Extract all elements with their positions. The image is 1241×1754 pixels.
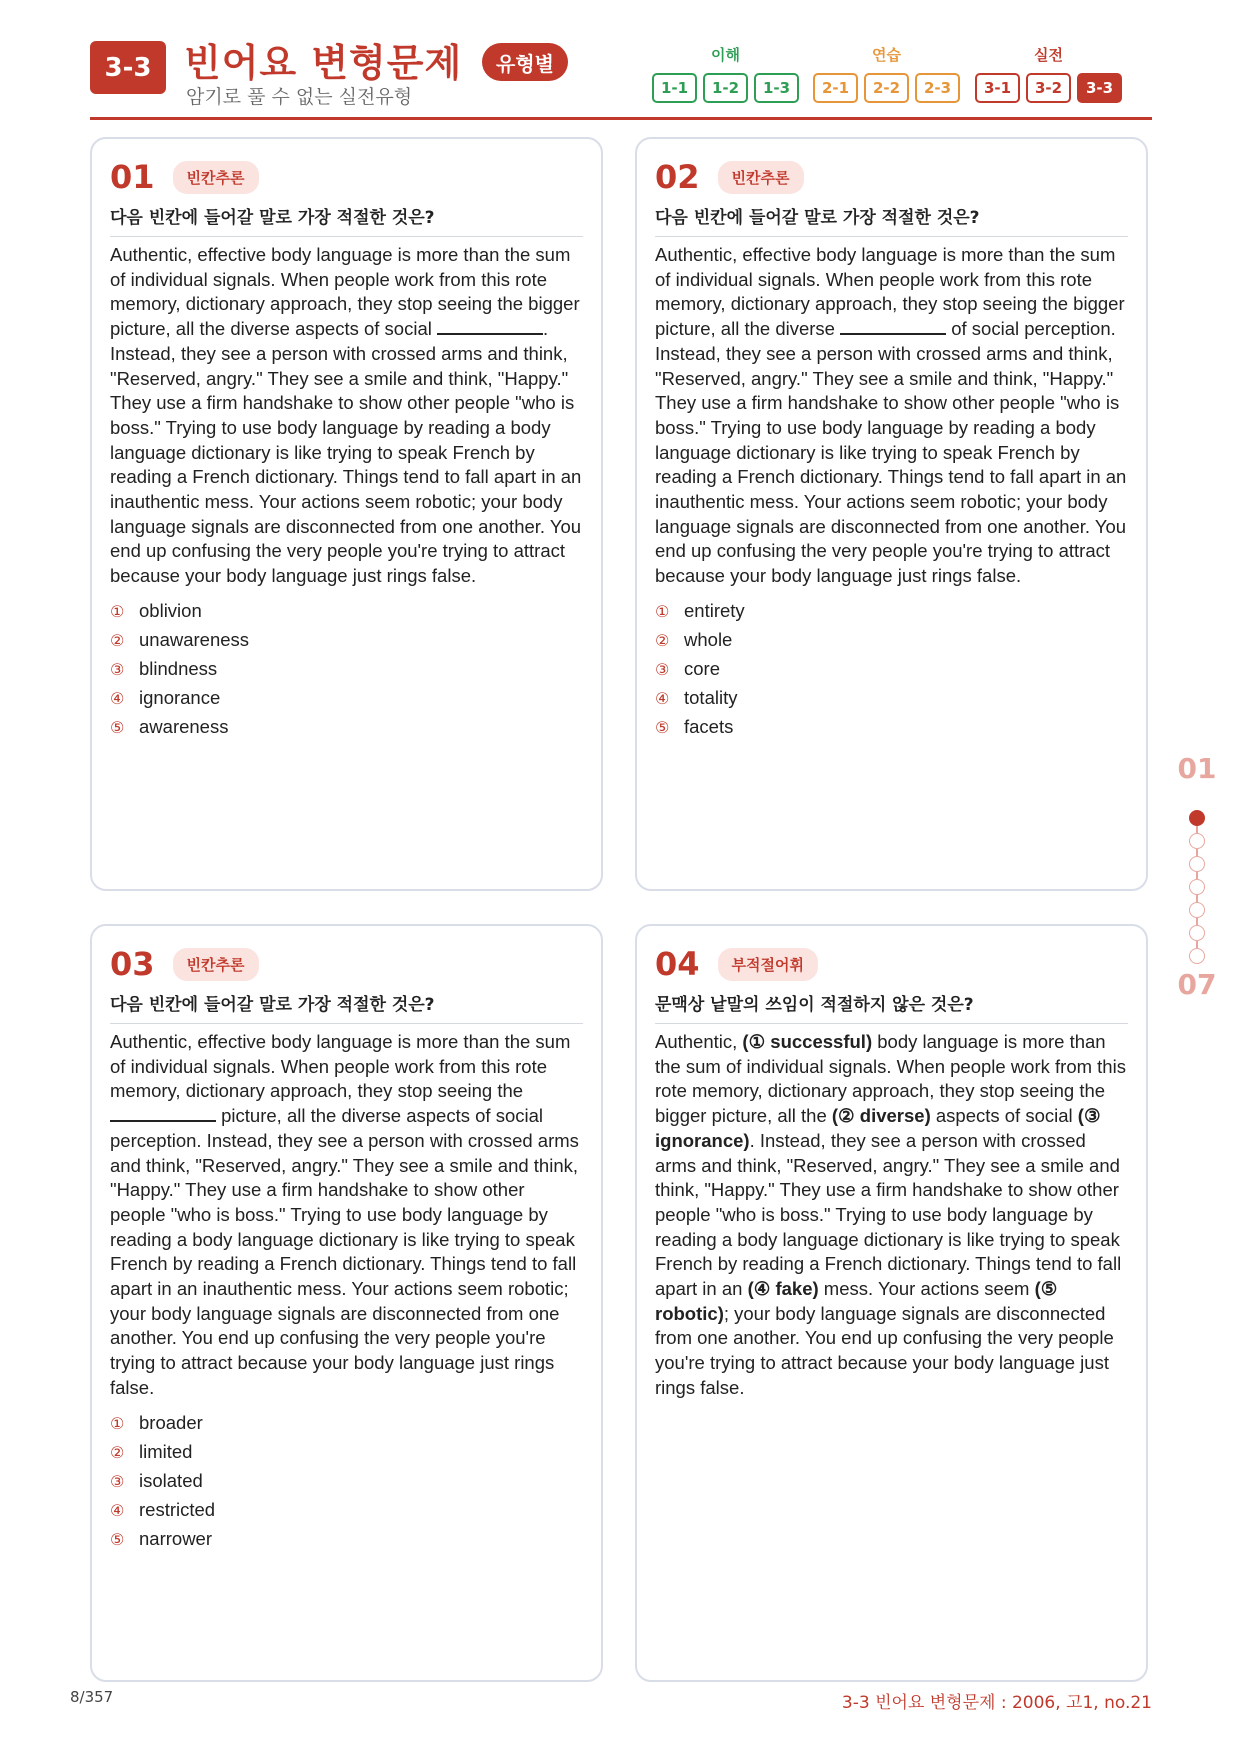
option-text: restricted [139,1499,216,1521]
passage-text: ; your body language signals are disconnected from one another. You end up confusing the very people you're trying to attract because your body language just rings false. [655,1302,1114,1398]
question-prompt: 다음 빈칸에 들어갈 말로 가장 적절한 것은? [110,203,583,237]
option-text: limited [139,1441,193,1463]
option-number: ④ [110,688,125,708]
question-prompt: 문맥상 낱말의 쓰임이 적절하지 않은 것은? [655,990,1128,1024]
step-group-real [975,44,1122,103]
question-number: 02 [655,158,700,196]
nav-dot-7[interactable] [1189,948,1205,964]
option-text: core [684,658,720,680]
option-text: facets [684,716,734,738]
question-card-01 [90,137,603,891]
marked-word-2: (② diverse) [831,1105,931,1127]
step-1-1[interactable]: 1-1 [652,73,697,103]
question-card-04 [635,924,1148,1682]
option-number: ① [655,601,670,621]
page-title: 빈어요 변형문제 [184,41,463,85]
option-text: whole [684,629,733,651]
option-text: unawareness [139,629,250,651]
type-pill: 유형별 [482,43,568,81]
passage-text: Authentic, effective body language is more than the sum of individual signals. When people work from this rote memory, dictionary approach, they stop seeing the bigger picture, all the diverse aspects of social [110,244,580,340]
side-nav-end: 07 [1177,968,1217,1001]
option-number: ③ [110,659,125,679]
step-group-label: 이해 [711,46,740,64]
option-number: ① [110,601,125,621]
question-passage [110,243,583,589]
nav-connector [1196,895,1198,902]
option-text: awareness [139,716,229,738]
answer-blank [840,321,946,335]
option-2[interactable] [110,626,583,655]
option-number: ② [655,630,670,650]
marked-word-4: (④ fake) [747,1278,819,1300]
section-badge: 3-3 [90,41,166,94]
option-3[interactable] [110,1467,583,1496]
option-number: ⑤ [110,717,125,737]
question-number: 03 [110,945,155,983]
question-card-02 [635,137,1148,891]
option-number: ⑤ [655,717,670,737]
option-number: ① [110,1413,125,1433]
question-type-tag: 부적절어휘 [718,948,818,981]
step-group-understand [652,44,799,103]
nav-dot-3[interactable] [1189,856,1205,872]
option-5[interactable] [110,1525,583,1554]
nav-connector [1196,826,1198,833]
marked-word-5: (⑤ robotic) [655,1278,1058,1324]
step-1-2[interactable]: 1-2 [703,73,748,103]
page-subtitle: 암기로 풀 수 없는 실전유형 [186,86,413,108]
option-number: ③ [655,659,670,679]
passage-text: aspects of social [930,1105,1078,1127]
option-1[interactable] [110,1409,583,1438]
question-passage [655,1030,1128,1401]
option-4[interactable] [110,684,583,713]
passage-text: of social perception. Instead, they see a person with crossed arms and think, "Reserved, angry." They see a smile and think, "Happy." They use a firm handshake to show other people "who is boss." Trying to use body language by reading a body language dictionary is like trying to speak French by reading a French dictionary. Things tend to fall apart in an inauthentic mess. Your actions seem robotic; your body language signals are disconnected from one another. You end up confusing the very people you're trying to attract because your body language just rings false. [655,318,1127,587]
side-nav-start: 01 [1177,752,1217,785]
option-5[interactable] [655,713,1128,742]
option-4[interactable] [655,684,1128,713]
nav-dot-6[interactable] [1189,925,1205,941]
option-list [110,1409,583,1554]
option-text: totality [684,687,738,709]
question-prompt: 다음 빈칸에 들어갈 말로 가장 적절한 것은? [655,203,1128,237]
option-text: ignorance [139,687,221,709]
question-card-03 [90,924,603,1682]
passage-text: Authentic, effective body language is more than the sum of individual signals. When people work from this rote memory, dictionary approach, they stop seeing the [110,1031,571,1102]
option-2[interactable] [110,1438,583,1467]
step-1-3[interactable]: 1-3 [754,73,799,103]
passage-text: picture, all the diverse aspects of social perception. Instead, they see a person with crossed arms and think, "Reserved, angry." They see a smile and think, "Happy." They use a firm handshake to show other people "who is boss." Trying to use body language by reading a body language dictionary is like trying to speak French by reading a French dictionary. Things tend to fall apart in an inauthentic mess. Your actions seem robotic; your body language signals are disconnected from one another. You end up confusing the very people you're trying to attract because your body language just rings false. [110,1105,579,1398]
page-number: 8/357 [70,1688,114,1706]
question-number: 01 [110,158,155,196]
nav-dot-5[interactable] [1189,902,1205,918]
nav-dot-2[interactable] [1189,833,1205,849]
question-type-tag: 빈칸추론 [173,948,259,981]
passage-text: Authentic, effective body language is more than the sum of individual signals. When people work from this rote memory, dictionary approach, they stop seeing the bigger picture, all the diverse [655,244,1125,340]
option-3[interactable] [655,655,1128,684]
option-text: broader [139,1412,203,1434]
step-2-2[interactable]: 2-2 [864,73,909,103]
passage-text: . Instead, they see a person with crossed arms and think, "Reserved, angry." They see a smile and think, "Happy." They use a firm handshake to show other people "who is boss." Trying to use body language by reading a body language dictionary is like trying to speak French by reading a French dictionary. Things tend to fall apart in an [655,1129,1122,1300]
option-number: ② [110,1442,125,1462]
nav-connector [1196,849,1198,856]
nav-connector [1196,941,1198,948]
option-number: ② [110,630,125,650]
answer-blank [437,321,543,335]
source-citation: 3-3 빈어요 변형문제 : 2006, 고1, no.21 [841,1693,1152,1713]
option-text: narrower [139,1528,212,1550]
nav-connector [1196,872,1198,879]
side-nav-dots [1188,810,1206,964]
step-group-label: 실전 [1034,46,1063,64]
option-text: isolated [139,1470,203,1492]
passage-text: mess. Your actions seem [818,1278,1035,1300]
question-number: 04 [655,945,700,983]
question-passage [110,1030,583,1401]
step-group-label: 연습 [872,46,901,64]
question-passage [655,243,1128,589]
option-list [110,597,583,742]
answer-blank [110,1108,216,1122]
marked-word-3: (③ ignorance) [655,1105,1101,1151]
step-2-1[interactable]: 2-1 [813,73,858,103]
nav-dot-1[interactable] [1189,810,1205,826]
question-prompt: 다음 빈칸에 들어갈 말로 가장 적절한 것은? [110,990,583,1024]
option-number: ⑤ [110,1529,125,1549]
step-group-practice [813,44,960,103]
option-number: ④ [110,1500,125,1520]
option-3[interactable] [110,655,583,684]
option-text: oblivion [139,600,202,622]
step-3-3[interactable]: 3-3 [1077,73,1122,103]
option-5[interactable] [110,713,583,742]
passage-text: body language is more than the sum of individual signals. When people work from this rote memory, dictionary approach, they stop seeing the bigger picture, all the [655,1031,1126,1127]
option-number: ④ [655,688,670,708]
option-text: entirety [684,600,745,622]
option-number: ③ [110,1471,125,1491]
header-divider [90,117,1152,120]
option-1[interactable] [655,597,1128,626]
marked-word-1: (① successful) [742,1031,873,1052]
question-type-tag: 빈칸추론 [173,161,259,194]
nav-dot-4[interactable] [1189,879,1205,895]
option-4[interactable] [110,1496,583,1525]
passage-text: Authentic, [655,1031,743,1052]
option-1[interactable] [110,597,583,626]
option-list [655,597,1128,742]
step-3-1[interactable]: 3-1 [975,73,1020,103]
question-type-tag: 빈칸추론 [718,161,804,194]
passage-text: . Instead, they see a person with crossed arms and think, "Reserved, angry." They see a smile and think, "Happy." They use a firm handshake to show other people "who is boss." Trying to use body language by reading a body language dictionary is like trying to speak French by reading a French dictionary. Things tend to fall apart in an inauthentic mess. Your actions seem robotic; your body language signals are disconnected from one another. You end up confusing the very people you're trying to attract because your body language just rings false. [110,318,582,587]
option-text: blindness [139,658,218,680]
step-2-3[interactable]: 2-3 [915,73,960,103]
step-3-2[interactable]: 3-2 [1026,73,1071,103]
option-2[interactable] [655,626,1128,655]
nav-connector [1196,918,1198,925]
